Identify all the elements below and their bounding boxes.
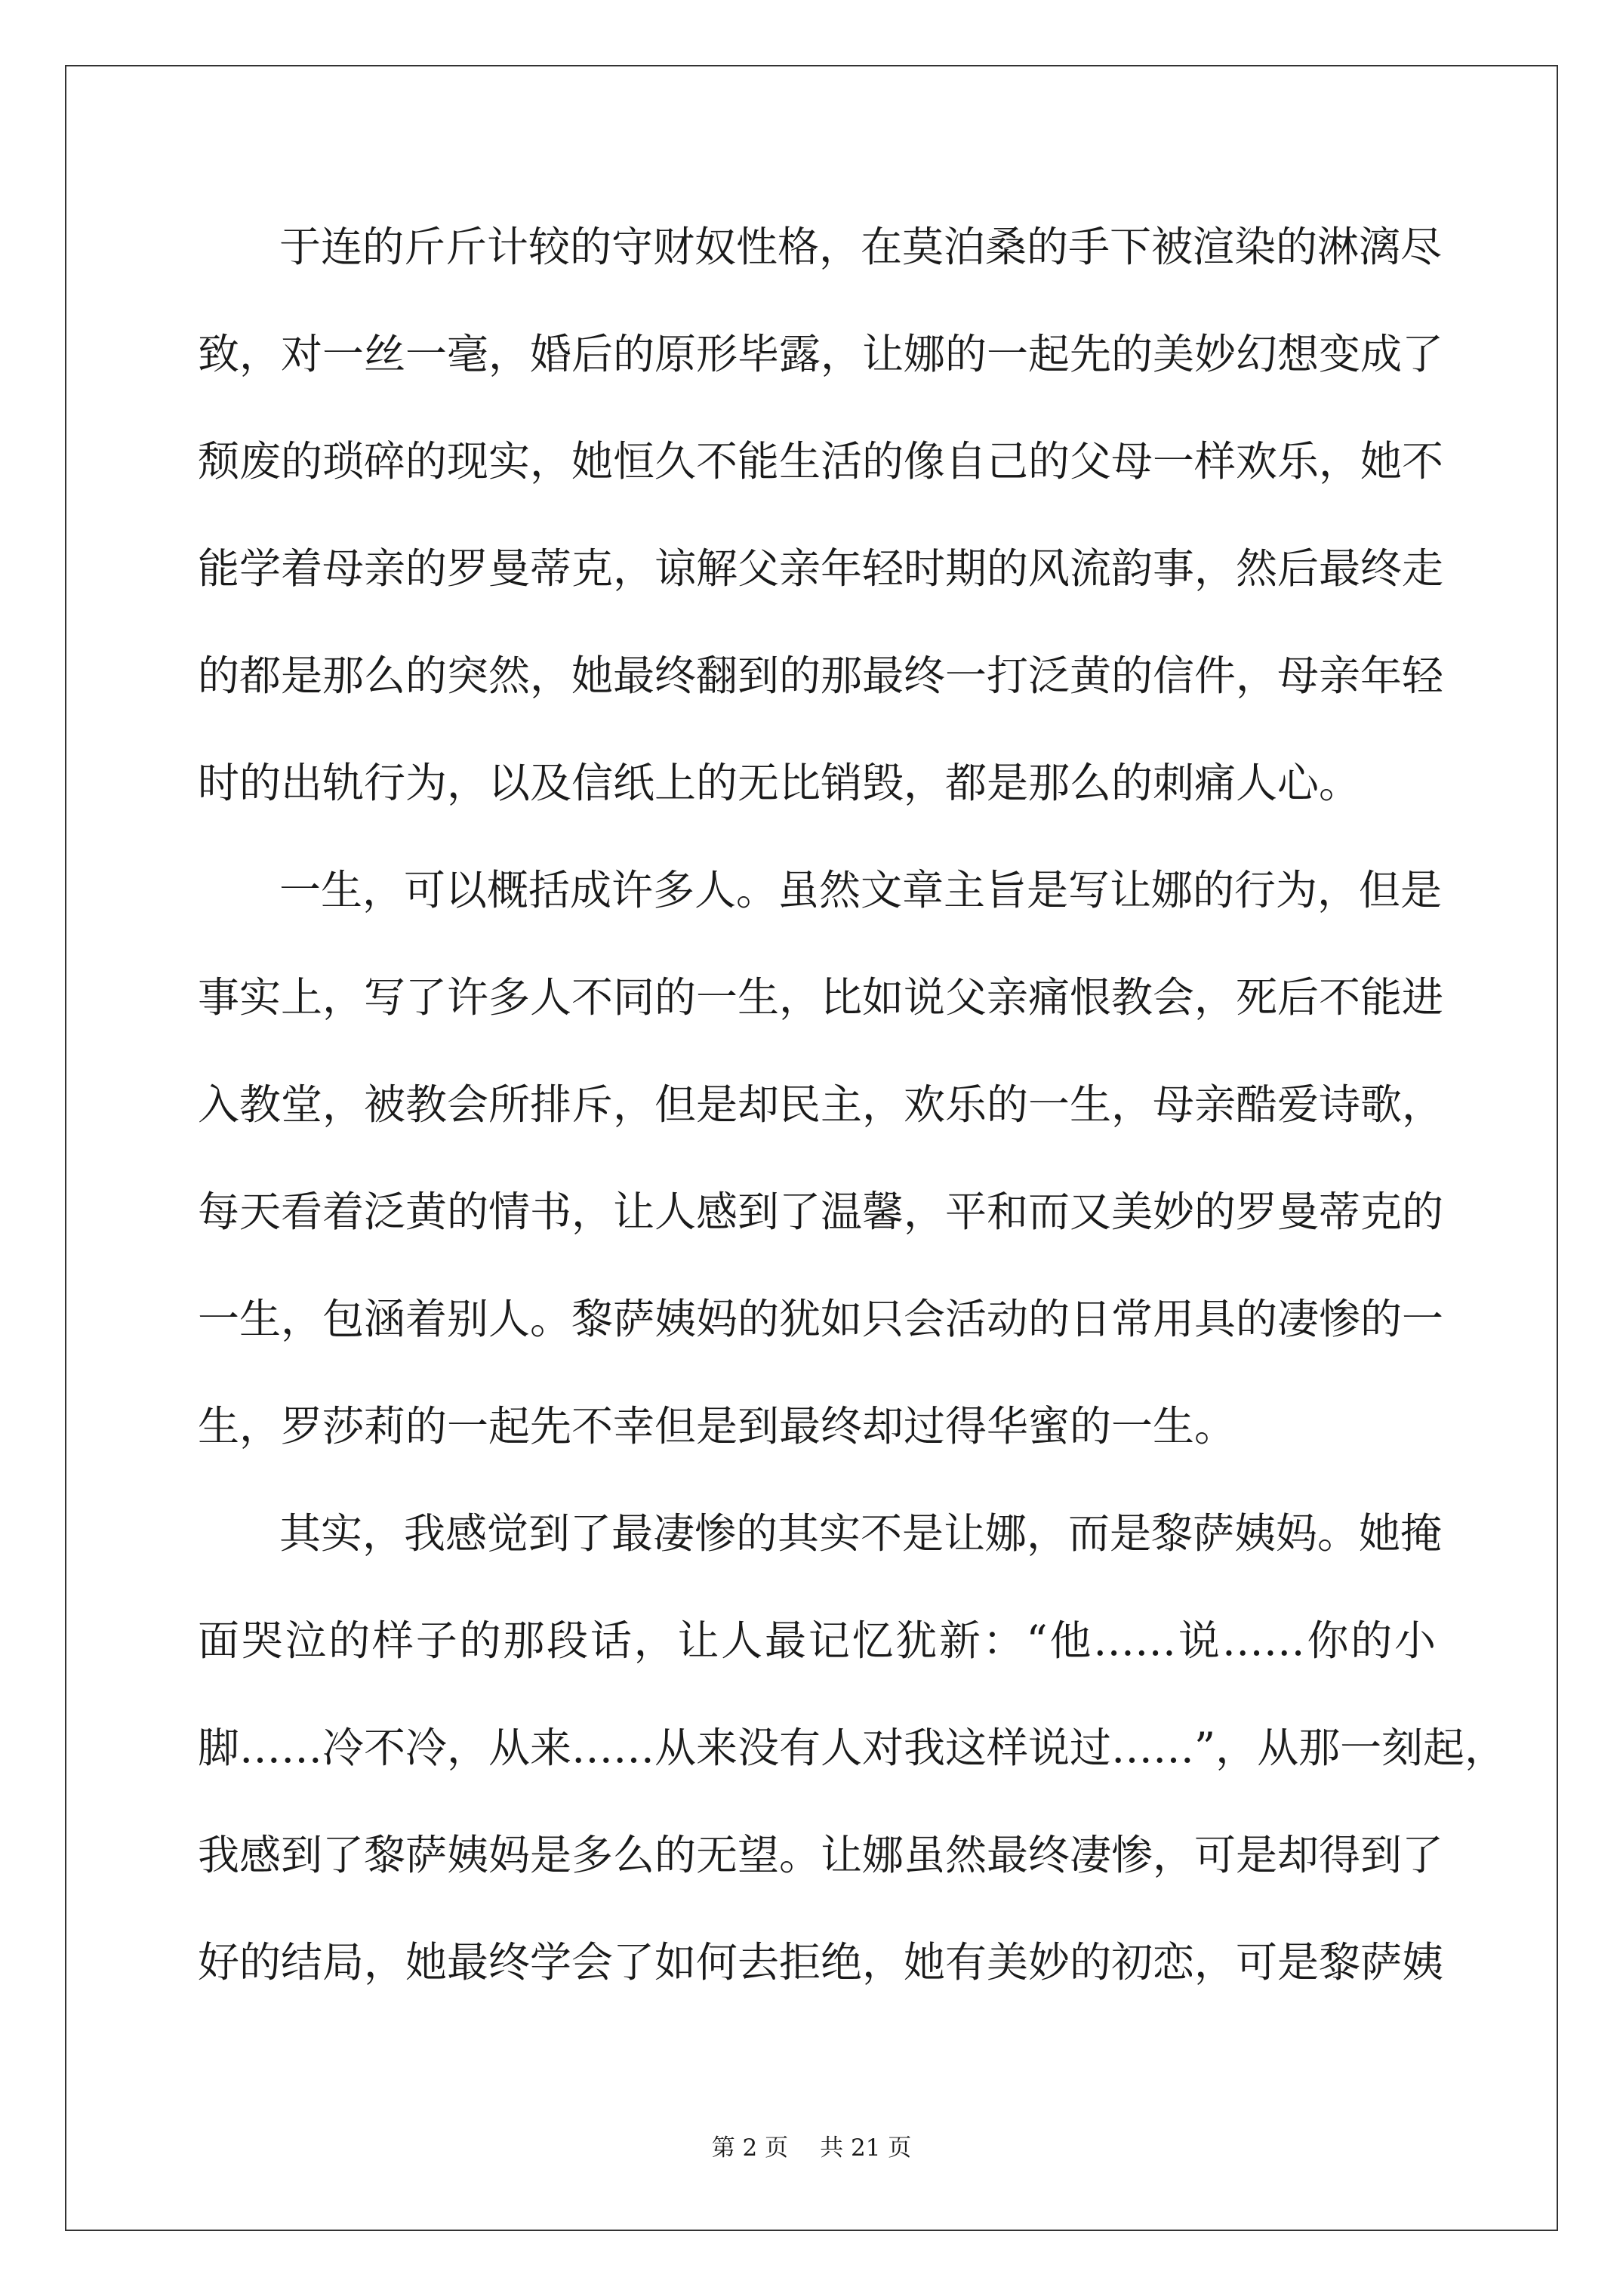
- paragraph-1-line-3: 颓废的琐碎的现实，她恒久不能生活的像自己的父母一样欢乐，她不: [198, 437, 1444, 485]
- paragraph-1-line-5: 的都是那么的突然，她最终翻到的那最终一打泛黄的信件，母亲年轻: [198, 652, 1444, 700]
- paragraph-3-line-2: 面哭泣的样子的那段话，让人最记忆犹新：“他……说……你的小: [198, 1616, 1436, 1665]
- page-number-total: 共 21 页: [820, 2134, 912, 2162]
- paragraph-2-line-6: 生，罗莎莉的一起先不幸但是到最终却过得华蜜的一生。: [198, 1402, 1236, 1450]
- paragraph-2-line-5: 一生，包涵着别人。黎萨姨妈的犹如只会活动的日常用具的凄惨的一: [198, 1295, 1444, 1343]
- page-footer: [0, 2133, 1623, 2163]
- paragraph-2-line-4: 每天看着泛黄的情书，让人感到了温馨，平和而又美妙的罗曼蒂克的: [198, 1188, 1444, 1236]
- paragraph-3-line-4: 我感到了黎萨姨妈是多么的无望。让娜虽然最终凄惨，可是却得到了: [198, 1831, 1444, 1879]
- paragraph-3-line-1: 其实，我感觉到了最凄惨的其实不是让娜，而是黎萨姨妈。她掩: [279, 1509, 1443, 1558]
- paragraph-2-line-1: 一生，可以概括成许多人。虽然文章主旨是写让娜的行为，但是: [279, 866, 1443, 914]
- paragraph-3-line-3: 脚……冷不冷，从来……从来没有人对我这样说过……”，从那一刻起，: [198, 1724, 1507, 1772]
- paragraph-2-line-2: 事实上，写了许多人不同的一生，比如说父亲痛恨教会，死后不能进: [198, 973, 1444, 1022]
- paragraph-1-line-6: 时的出轨行为，以及信纸上的无比销毁，都是那么的刺痛人心。: [198, 759, 1361, 807]
- page-number-current: 第 2 页: [711, 2134, 789, 2162]
- paragraph-2-line-3: 入教堂，被教会所排斥，但是却民主，欢乐的一生，母亲酷爱诗歌，: [198, 1080, 1444, 1129]
- document-body: [198, 217, 1507, 2040]
- paragraph-1-line-1: 于连的斤斤计较的守财奴性格，在莫泊桑的手下被渲染的淋漓尽: [279, 223, 1443, 271]
- paragraph-1-line-4: 能学着母亲的罗曼蒂克，谅解父亲年轻时期的风流韵事，然后最终走: [198, 544, 1444, 593]
- paragraph-1-line-2: 致，对一丝一毫，婚后的原形毕露，让娜的一起先的美妙幻想变成了: [198, 330, 1444, 378]
- paragraph-3-line-5: 好的结局，她最终学会了如何去拒绝，她有美妙的初恋，可是黎萨姨: [198, 1938, 1444, 1986]
